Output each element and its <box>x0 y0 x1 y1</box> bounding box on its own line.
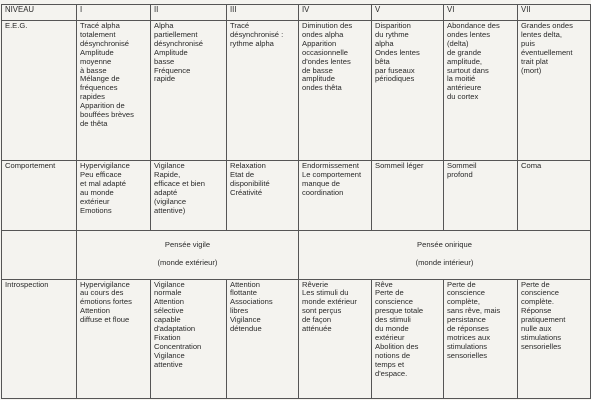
comportement-cell-1: Hypervigilance Peu efficace et mal adapté au monde extérieur Emotions <box>77 161 151 231</box>
pensee-onirique-title: Pensée onirique <box>417 239 472 249</box>
introspection-cell-3: Attention flottante Associations libres Vigilance détendue <box>227 279 299 398</box>
eeg-label: E.E.G. <box>2 21 77 161</box>
pensee-vigile <box>77 231 299 280</box>
comportement-cell-7: Coma <box>518 161 591 231</box>
eeg-cell-4: Diminution des ondes alpha Apparition occasionnelle d'ondes lentes de basse amplitude ondes thêta <box>299 21 372 161</box>
header-level-5: V <box>372 5 444 21</box>
introspection-row <box>2 279 591 398</box>
header-row <box>2 5 591 21</box>
header-level-6: VI <box>444 5 518 21</box>
header-level-3: III <box>227 5 299 21</box>
pensee-vigile-subtitle: (monde extérieur) <box>157 257 218 267</box>
pensee-vigile-title: Pensée vigile <box>164 239 211 249</box>
introspection-cell-7: Perte de conscience complète. Réponse pratiquement nulle aux stimulations sensorielles <box>518 279 591 398</box>
eeg-cell-3: Tracé désynchronisé : rythme alpha <box>227 21 299 161</box>
eeg-cell-5: Disparition du rythme alpha Ondes lentes bêta par fuseaux périodiques <box>372 21 444 161</box>
eeg-cell-6: Abondance des ondes lentes (delta) de grande amplitude, surtout dans la moitié antérieure du cortex <box>444 21 518 161</box>
header-level-7: VII <box>518 5 591 21</box>
pensee-onirique-subtitle: (monde intérieur) <box>415 257 474 267</box>
comportement-cell-4: Endormissement Le comportement manque de coordination <box>299 161 372 231</box>
pensee-onirique <box>299 231 591 280</box>
pensee-empty-cell <box>2 231 77 280</box>
header-level-2: II <box>151 5 227 21</box>
introspection-cell-2: Vigilance normale Attention sélective capable d'adaptation Fixation Concentration Vigilance attentive <box>151 279 227 398</box>
header-level-1: I <box>77 5 151 21</box>
eeg-cell-2: Alpha partiellement désynchronisé Amplitude basse Fréquence rapide <box>151 21 227 161</box>
comportement-cell-2: Vigilance Rapide, efficace et bien adapté (vigilance attentive) <box>151 161 227 231</box>
eeg-cell-1: Tracé alpha totalement désynchronisé Amplitude moyenne à basse Mélange de fréquences rapides Apparition de bouffées brèves de thêta <box>77 21 151 161</box>
comportement-cell-3: Relaxation Etat de disponibilité Créativité <box>227 161 299 231</box>
sleep-levels-table <box>1 4 591 399</box>
comportement-label: Comportement <box>2 161 77 231</box>
pensee-row <box>2 231 591 280</box>
header-niveau: NIVEAU <box>2 5 77 21</box>
introspection-label: Introspection <box>2 279 77 398</box>
comportement-cell-5: Sommeil léger <box>372 161 444 231</box>
header-level-4: IV <box>299 5 372 21</box>
introspection-cell-5: Rêve Perte de conscience presque totale des stimuli du monde extérieur Abolition des notions de temps et d'espace. <box>372 279 444 398</box>
comportement-row <box>2 161 591 231</box>
comportement-cell-6: Sommeil profond <box>444 161 518 231</box>
eeg-row <box>2 21 591 161</box>
introspection-cell-4: Rêverie Les stimuli du monde extérieur sont perçus de façon atténuée <box>299 279 372 398</box>
introspection-cell-1: Hypervigilance au cours des émotions fortes Attention diffuse et floue <box>77 279 151 398</box>
introspection-cell-6: Perte de conscience complète, sans rêve, mais persistance de réponses motrices aux stimulations sensorielles <box>444 279 518 398</box>
eeg-cell-7: Grandes ondes lentes delta, puis éventuellement trait plat (mort) <box>518 21 591 161</box>
